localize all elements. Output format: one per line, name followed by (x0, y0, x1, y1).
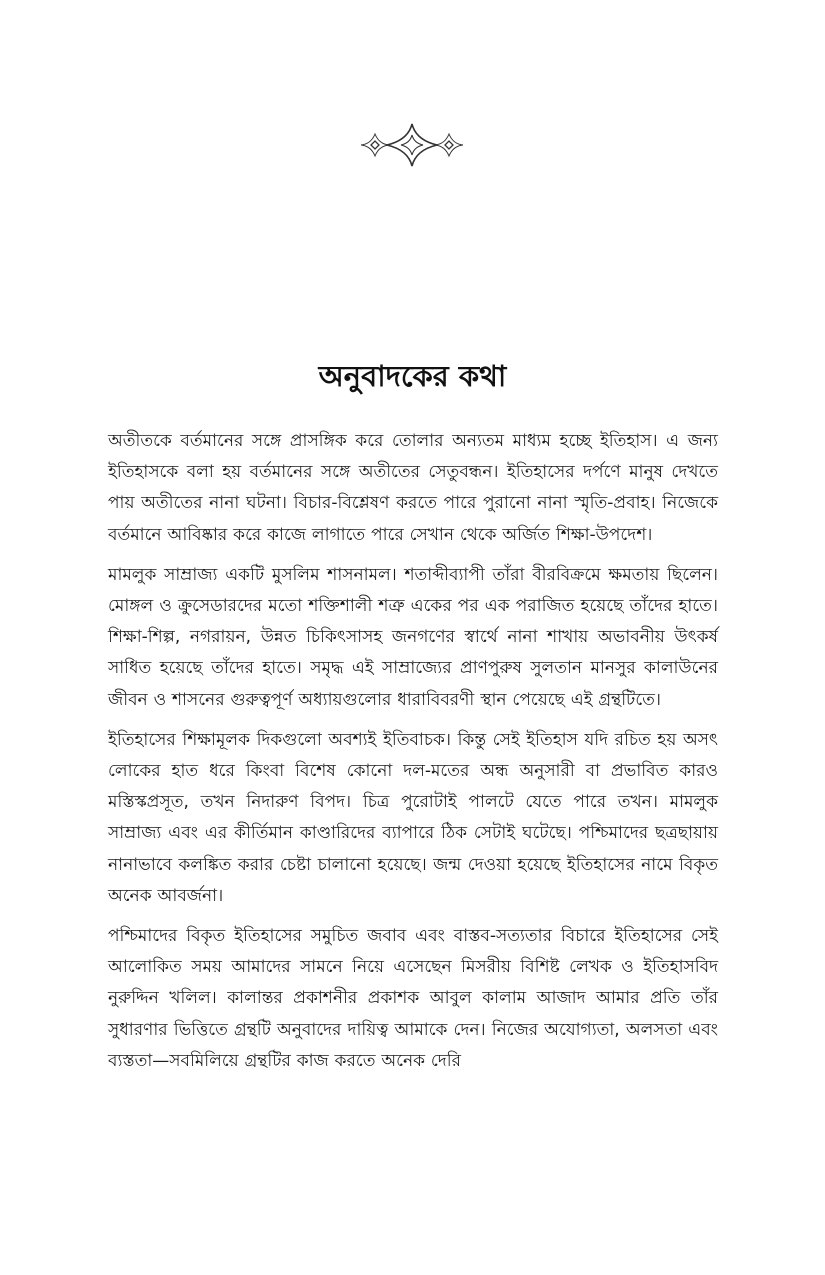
body-text (108, 426, 718, 1086)
paragraph-2: মামলুক সাম্রাজ্য একটি মুসলিম শাসনামল। শতাব্দীব্যাপী তাঁরা বীরবিক্রমে ক্ষমতায় ছিলেন। মোঙ্গল ও ক্রুসেডারদের মতো শক্তিশালী শত্রু একের পর এক পরাজিত হয়েছে তাঁদের হাতে। শিক্ষা-শিল্প, নগরায়ন, উন্নত চিকিৎসাসহ জনগণের স্বার্থে নানা শাখায় অভাবনীয় উৎকর্ষ সাধিত হয়েছে তাঁদের হাতে। সমৃদ্ধ এই সাম্রাজ্যের প্রাণপুরুষ সুলতান মানসুর কালাউনের জীবন ও শাসনের গুরুত্বপূর্ণ অধ্যায়গুলোর ধারাবিবরণী স্থান পেয়েছে এই গ্রন্থটিতে। (108, 564, 718, 710)
paragraph-3: ইতিহাসের শিক্ষামূলক দিকগুলো অবশ্যই ইতিবাচক। কিন্তু সেই ইতিহাস যদি রচিত হয় অসৎ লোকের হাত ধরে কিংবা বিশেষ কোনো দল-মতের অন্ধ অনুসারী বা প্রভাবিত কারও মস্তিস্কপ্রসূত, তখন নিদারুণ বিপদ। চিত্র পুরোটাই পালটে যেতে পারে তখন। মামলুক সাম্রাজ্য এবং এর কীর্তিমান কাণ্ডারিদের ব্যাপারে ঠিক সেটাই ঘটেছে। পশ্চিমাদের ছত্রছায়ায় নানাভাবে কলঙ্কিত করার চেষ্টা চালানো হয়েছে। জন্ম দেওয়া হয়েছে ইতিহাসের নামে বিকৃত অনেক আবর্জনা। (108, 729, 718, 906)
small-star-right-icon (435, 134, 463, 156)
diamond-star-ornament-icon (357, 120, 467, 170)
paragraph-1: অতীতকে বর্তমানের সঙ্গে প্রাসঙ্গিক করে তোলার অন্যতম মাধ্যম হচ্ছে ইতিহাস। এ জন্য ইতিহাসকে বলা হয় বর্তমানের সঙ্গে অতীতের সেতুবন্ধন। ইতিহাসের দর্পণে মানুষ দেখতে পায় অতীতের নানা ঘটনা। বিচার-বিশ্লেষণ করতে পারে পুরানো নানা স্মৃতি-প্রবাহ। নিজেকে বর্তমানে আবিষ্কার করে কাজে লাগাতে পারে সেখান থেকে অর্জিত শিক্ষা-উপদেশ। (108, 431, 718, 545)
small-star-left-icon (361, 134, 389, 156)
paragraph-4: পশ্চিমাদের বিকৃত ইতিহাসের সমুচিত জবাব এবং বাস্তব-সত্যতার বিচারে ইতিহাসের সেই আলোকিত সময় আমাদের সামনে নিয়ে এসেছেন মিসরীয় বিশিষ্ট লেখক ও ইতিহাসবিদ নুরুদ্দিন খলিল। কালান্তর প্রকাশনীর প্রকাশক আবুল কালাম আজাদ আমার প্রতি তাঁর সুধারণার ভিত্তিতে গ্রন্থটি অনুবাদের দায়িত্ব আমাকে দেন। নিজের অযোগ্যতা, অলসতা এবং ব্যস্ততা—সবমিলিয়ে গ্রন্থটির কাজ করতে অনেক দেরি (108, 926, 718, 1071)
chapter-title: অনুবাদকের কথা (318, 359, 507, 393)
large-star-center-icon (387, 124, 437, 166)
